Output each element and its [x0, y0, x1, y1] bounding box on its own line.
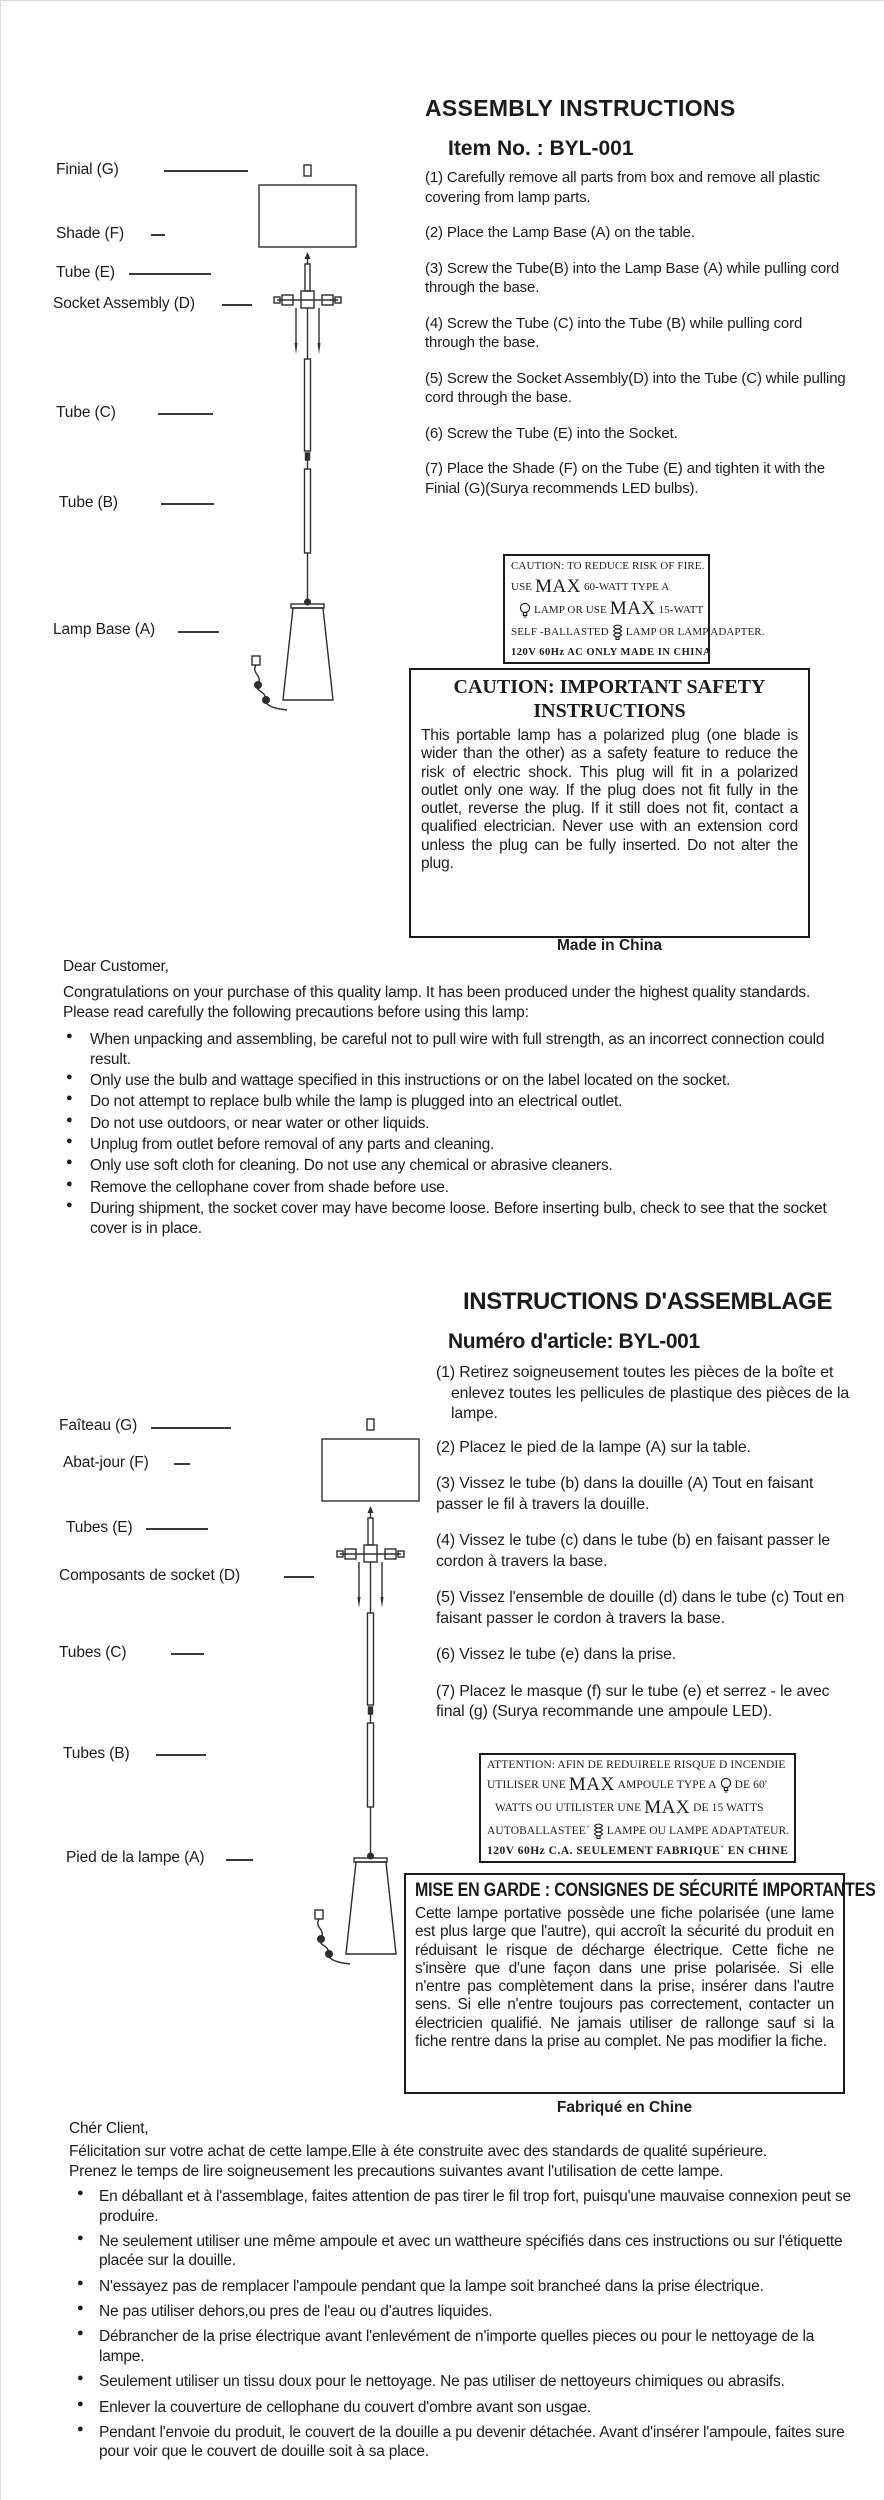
max-text: MAX — [609, 598, 656, 620]
salutation: Dear Customer, — [63, 958, 169, 975]
precaution-list-en — [63, 1030, 849, 1238]
wattage-text: 60-WATT TYPE A — [583, 580, 670, 593]
list-item: ● Pendant l'envoie du produit, le couvert de la douille a pu devenir détachée. Avant d'insérer l'ampoule, faites sure pour voir que le couvert de douille soit à sa place. — [69, 2423, 851, 2462]
step: (5) Vissez l'ensemble de douille (d) dans le tube (c) Tout en faisant passer le cordon à travers la base. — [436, 1589, 845, 1627]
leader-line — [156, 1754, 206, 1756]
wattage-line — [487, 1796, 788, 1818]
step: (3) Vissez le tube (b) dans la douille (A) Tout en faisant passer le fil à travers la douille. — [436, 1475, 814, 1513]
step: (2) Placez le pied de la lampe (A) sur la table. — [436, 1438, 751, 1456]
step: (5) Screw the Socket Assembly(D) into the Tube (C) while pulling cord through the base. — [425, 369, 846, 406]
wattage-text: WATTS OU UTILISTER UNE — [495, 1802, 642, 1815]
list-item: ● Unplug from outlet before removal of any parts and cleaning. — [63, 1135, 850, 1154]
leader-line — [129, 273, 211, 275]
precaution-list-fr — [69, 2187, 851, 2462]
list-item: ● Do not attempt to replace bulb while the lamp is plugged into an electrical outlet. — [63, 1092, 850, 1111]
page-title-fr: INSTRUCTIONS D'ASSEMBLAGE — [463, 1288, 833, 1315]
cfl-icon — [612, 624, 623, 640]
wattage-line — [511, 624, 765, 640]
step: (6) Vissez le tube (e) dans la prise. — [436, 1646, 677, 1664]
list-item: ● En déballant et à l'assemblage, faites attention de pas tirer le fil trop fort, puisqu'une mauvaise connexion peut se produire. — [69, 2187, 851, 2226]
safety-box-en — [409, 668, 810, 938]
wattage-text: USE — [511, 580, 533, 593]
salutation: Chér Client, — [69, 2120, 149, 2137]
wattage-rating-line: 120V 60Hz C.A. SEULEMENT FABRIQUE´ EN CHINE — [487, 1844, 789, 1857]
customer-note-en — [63, 957, 849, 1240]
wattage-text: LAMP OR USE — [534, 603, 607, 616]
wattage-caution-box-fr — [479, 1753, 796, 1863]
diagram-label-socket: Socket Assembly (D) — [53, 295, 195, 312]
bulb-icon — [519, 602, 531, 618]
leader-line — [158, 413, 213, 415]
step: (2) Place the Lamp Base (A) on the table. — [425, 224, 695, 241]
step: (4) Vissez le tube (c) dans le tube (b) en faisant passer le cordon à travers la base. — [436, 1532, 831, 1570]
leader-line — [161, 503, 214, 505]
wattage-rating-line: 120V 60Hz AC ONLY MADE IN CHINA — [511, 646, 712, 658]
wattage-text: SELF -BALLASTED — [511, 626, 609, 639]
list-item: ● Do not use outdoors, or near water or other liquids. — [63, 1114, 850, 1133]
max-text: MAX — [535, 575, 581, 597]
safety-box-fr — [404, 1873, 876, 2094]
diagram-label-shade-fr: Abat-jour (F) — [63, 1454, 149, 1471]
wattage-line — [511, 575, 702, 597]
safety-title: CAUTION: IMPORTANT SAFETY — [453, 676, 766, 698]
made-in-fr: Fabriqué en Chine — [556, 2099, 693, 2116]
diagram-label-tube-e-fr: Tubes (E) — [66, 1519, 133, 1536]
step: (4) Screw the Tube (C) into the Tube (B) while pulling cord through the base. — [425, 314, 803, 351]
wattage-text: DE 60' — [734, 1779, 768, 1792]
wattage-text: 15-WATT — [658, 603, 704, 616]
assembly-steps-fr — [436, 1363, 855, 1739]
list-item: ● Ne seulement utiliser une même ampoule et avec un wattheure spécifiés dans ces instructions ou sur l'étiquette placée sur la douille. — [69, 2232, 851, 2271]
list-item: ● N'essayez pas de remplacer l'ampoule pendant que la lampe soit brancheé dans la prise électrique. — [69, 2277, 851, 2296]
diagram-label-base: Lamp Base (A) — [53, 621, 156, 638]
step: (6) Screw the Tube (E) into the Socket. — [425, 424, 678, 442]
wattage-text: AUTOBALLASTEE´ — [487, 1824, 590, 1837]
wattage-line: ATTENTION: AFIN DE REDUIRELE RISQUE D INCENDIE — [487, 1759, 786, 1771]
leader-line — [174, 1463, 190, 1465]
diagram-label-tube-b: Tube (B) — [59, 494, 118, 511]
leader-line — [226, 1859, 253, 1861]
item-number-en: Item No. : BYL-001 — [448, 137, 634, 160]
wattage-line: CAUTION: TO REDUCE RISK OF FIRE. — [511, 560, 705, 572]
step: (3) Screw the Tube(B) into the Lamp Base (A) while pulling cord through the base. — [425, 259, 840, 296]
step: (7) Place the Shade (F) on the Tube (E) and tighten it with the Finial (G)(Surya recommends LED bulbs). — [425, 460, 825, 497]
cfl-icon — [593, 1823, 604, 1839]
list-item: ● Ne pas utiliser dehors,ou pres de l'eau ou d'autres liquides. — [69, 2302, 851, 2321]
wattage-text: LAMPE OU LAMPE ADAPTATEUR. — [606, 1824, 790, 1837]
leader-line — [164, 170, 248, 172]
diagram-label-tube-c-fr: Tubes (C) — [59, 1644, 127, 1661]
safety-title: INSTRUCTIONS — [533, 700, 686, 722]
made-in-en: Made in China — [556, 937, 663, 954]
wattage-text: AMPOULE TYPE A — [617, 1779, 717, 1792]
list-item: ● Enlever la couverture de cellophane du couvert d'ombre avant son usgae. — [69, 2398, 851, 2417]
leader-line — [151, 234, 165, 236]
wattage-line — [511, 598, 704, 620]
bulb-icon — [720, 1777, 732, 1793]
safety-title: MISE EN GARDE : CONSIGNES DE SÉCURITÉ IMPORTANTES — [415, 1880, 876, 1901]
list-item: ● Only use soft cloth for cleaning. Do not use any chemical or abrasive cleaners. — [63, 1156, 850, 1175]
diagram-label-tube-b-fr: Tubes (B) — [63, 1745, 130, 1762]
list-item: ● Seulement utiliser un tissu doux pour le nettoyage. Ne pas utiliser de nettoyeurs chimiques ou abrasifs. — [69, 2372, 851, 2391]
max-text: MAX — [644, 1796, 691, 1818]
list-item: ● Débrancher de la prise électrique avant l'enlevément de n'importe quelles pieces ou pour le nettoyage de la lampe. — [69, 2327, 851, 2366]
customer-intro: Félicitation sur votre achat de cette lampe.Elle à éte construite avec des standards de qualité supérieure. Prenez le temps de lire soigneusement les precautions suivantes avant l'utilisation de cette lampe. — [69, 2143, 768, 2180]
list-item: ● Only use the bulb and wattage specified in this instructions or on the label located on the socket. — [63, 1071, 850, 1090]
wattage-caution-box-en — [503, 554, 765, 664]
diagram-label-tube-e: Tube (E) — [56, 264, 115, 281]
wattage-text: LAMP OR LAMP ADAPTER. — [625, 626, 765, 639]
step: (1) Retirez soigneusement toutes les pièces de la boîte et enlevez toutes les pellicules de plastique des pièces de la lampe. — [436, 1364, 850, 1423]
leader-line — [151, 1427, 231, 1429]
step: (1) Carefully remove all parts from box and remove all plastic covering from lamp parts. — [425, 169, 821, 206]
leader-line — [171, 1653, 204, 1655]
diagram-label-tube-c: Tube (C) — [56, 404, 116, 421]
page-title-en: ASSEMBLY INSTRUCTIONS — [425, 95, 736, 121]
list-item: ● When unpacking and assembling, be careful not to pull wire with full strength, as an incorrect connection could result. — [63, 1030, 850, 1069]
wattage-text: DE 15 WATTS — [693, 1802, 764, 1815]
diagram-label-socket-fr: Composants de socket (D) — [59, 1567, 241, 1584]
wattage-line — [487, 1823, 788, 1839]
customer-note-fr — [69, 2119, 851, 2468]
diagram-label-finial: Finial (G) — [56, 161, 119, 178]
leader-line — [178, 631, 219, 633]
diagram-label-finial-fr: Faîteau (G) — [59, 1417, 138, 1434]
list-item: ● During shipment, the socket cover may have become loose. Before inserting bulb, check to see that the socket cover is in place. — [63, 1199, 850, 1238]
list-item: ● Remove the cellophane cover from shade before use. — [63, 1178, 850, 1197]
diagram-label-shade: Shade (F) — [56, 225, 125, 242]
customer-intro: Congratulations on your purchase of this quality lamp. It has been produced under the highest quality standards. Please read carefully the following precautions before using this lamp: — [63, 984, 811, 1021]
diagram-label-base-fr: Pied de la lampe (A) — [66, 1849, 205, 1866]
lamp-diagram-en — [241, 159, 375, 709]
max-text: MAX — [568, 1774, 615, 1796]
wattage-line — [487, 1774, 788, 1796]
assembly-steps-en — [425, 168, 846, 514]
safety-body: Cette lampe portative possède une fiche polarisée (une lame est plus large que l'autre), qui accroît la sécurité du produit en réduisant le risque de décharge électrique. Cette fiche ne s'insère que d'une façon dans une prise polarisée. Si elle n'entre pas complètement dans la prise, insérer dans l'autre sens. Si elle n'entre toujours pas correctement, contacter un électricien qualifié. Ne jamais utiliser de rallonge sauf si la fiche rentre dans la prise au complet. Ne pas modifier la fiche. — [415, 1905, 834, 2050]
step: (7) Placez le masque (f) sur le tube (e) et serrez - le avec final (g) (Surya recommande une ampoule LED). — [436, 1682, 830, 1721]
leader-line — [146, 1528, 208, 1530]
item-number-fr: Numéro d'article: BYL-001 — [448, 1330, 700, 1353]
safety-body: This portable lamp has a polarized plug (one blade is wider than the other) as a safety feature to reduce the risk of electric shock. This plug will fit in a polarized outlet only one way. If the plug does not fit fully in the outlet, reverse the plug. If it still does not fit, contact a qualified electrician. Never use with an extension cord unless the plug can be fully inserted. Do not alter the plug. — [421, 727, 798, 872]
wattage-text: UTILISER UNE — [487, 1779, 566, 1792]
